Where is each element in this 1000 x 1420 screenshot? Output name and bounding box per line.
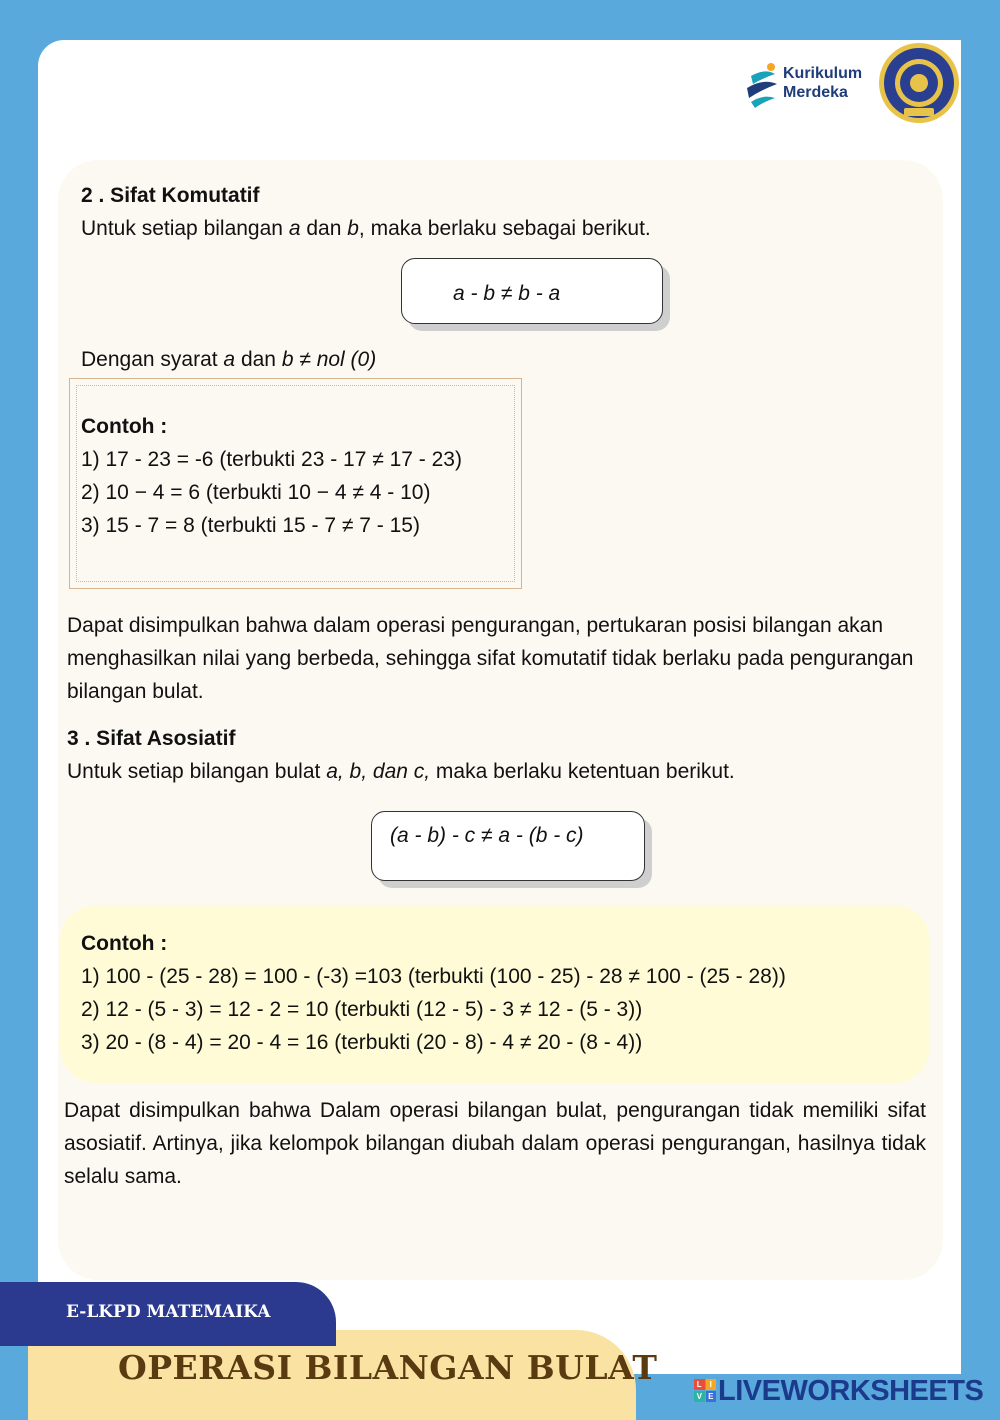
example-item: 1) 100 - (25 - 28) = 100 - (-3) =103 (terbukti (100 - 25) - 28 ≠ 100 - (25 - 28)) xyxy=(81,965,786,988)
condition-var-a: a xyxy=(223,348,236,371)
intro-var-a: a xyxy=(288,217,301,240)
intro-vars: a, b, dan c, xyxy=(326,760,431,783)
intro-text: Untuk setiap bilangan xyxy=(81,217,289,240)
footer-title: OPERASI BILANGAN BULAT xyxy=(118,1348,658,1387)
intro-text: , maka berlaku sebagai berikut. xyxy=(358,217,651,240)
example-title: Contoh : xyxy=(81,415,168,438)
footer-label: E-LKPD MATEMAIKA xyxy=(66,1302,271,1322)
brand-tile: V xyxy=(694,1391,705,1402)
associative-formula: (a - b) - c ≠ a - (b - c) xyxy=(390,824,584,847)
intro-text: Untuk setiap bilangan bulat xyxy=(67,760,327,783)
commutative-formula: a - b ≠ b - a xyxy=(453,282,561,305)
example-item: 3) 15 - 7 = 8 (terbukti 15 - 7 ≠ 7 - 15) xyxy=(81,514,420,537)
logo-line-1: Kurikulum xyxy=(783,65,863,82)
logo-line-2: Merdeka xyxy=(783,84,848,101)
commutative-formula-box xyxy=(401,258,663,324)
example-item: 1) 17 - 23 = -6 (terbukti 23 - 17 ≠ 17 - 23) xyxy=(81,448,462,471)
brand-tile: I xyxy=(706,1379,717,1390)
example-item: 3) 20 - (8 - 4) = 20 - 4 = 16 (terbukti (20 - 8) - 4 ≠ 20 - (8 - 4)) xyxy=(81,1031,643,1054)
example-title: Contoh : xyxy=(81,932,168,955)
associative-formula-box xyxy=(371,811,645,881)
condition-text: Dengan syarat xyxy=(81,348,224,371)
intro-text: dan xyxy=(300,217,348,240)
university-seal-icon xyxy=(878,42,960,124)
intro-text: maka berlaku ketentuan berikut. xyxy=(430,760,735,783)
footer-label-tab xyxy=(0,1282,336,1346)
kurikulum-merdeka-text xyxy=(783,64,862,102)
example-item: 2) 10 − 4 = 6 (terbukti 10 − 4 ≠ 4 - 10) xyxy=(81,481,431,504)
condition-text: dan xyxy=(235,348,282,371)
intro-var-b: b xyxy=(347,217,359,240)
section-2-title: 2 . Sifat Komutatif xyxy=(81,184,260,207)
section-3-title: 3 . Sifat Asosiatif xyxy=(67,727,236,750)
condition-rest: b ≠ nol (0) xyxy=(281,348,377,371)
example-item: 2) 12 - (5 - 3) = 12 - 2 = 10 (terbukti (12 - 5) - 3 ≠ 12 - (5 - 3)) xyxy=(81,998,643,1021)
section-2-conclusion: Dapat disimpulkan bahwa dalam operasi pengurangan, pertukaran posisi bilangan akan menghasilkan nilai yang berbeda, sehingga sifat komutatif tidak berlaku pada pengurangan bilangan bulat. xyxy=(67,614,914,703)
section-2-intro xyxy=(81,212,651,245)
section-3-conclusion: Dapat disimpulkan bahwa Dalam operasi bilangan bulat, pengurangan tidak memiliki sifat asosiatif. Artinya, jika kelompok bilangan diubah dalam operasi pengurangan, hasilnya tidak selalu sama. xyxy=(64,1099,926,1188)
section-3-intro xyxy=(67,755,735,788)
brand-tile: E xyxy=(706,1391,717,1402)
liveworksheets-logo-icon xyxy=(694,1379,716,1401)
section-2-condition xyxy=(81,343,376,376)
liveworksheets-text: LIVEWORKSHEETS xyxy=(718,1375,984,1407)
brand-tile: L xyxy=(694,1379,705,1390)
